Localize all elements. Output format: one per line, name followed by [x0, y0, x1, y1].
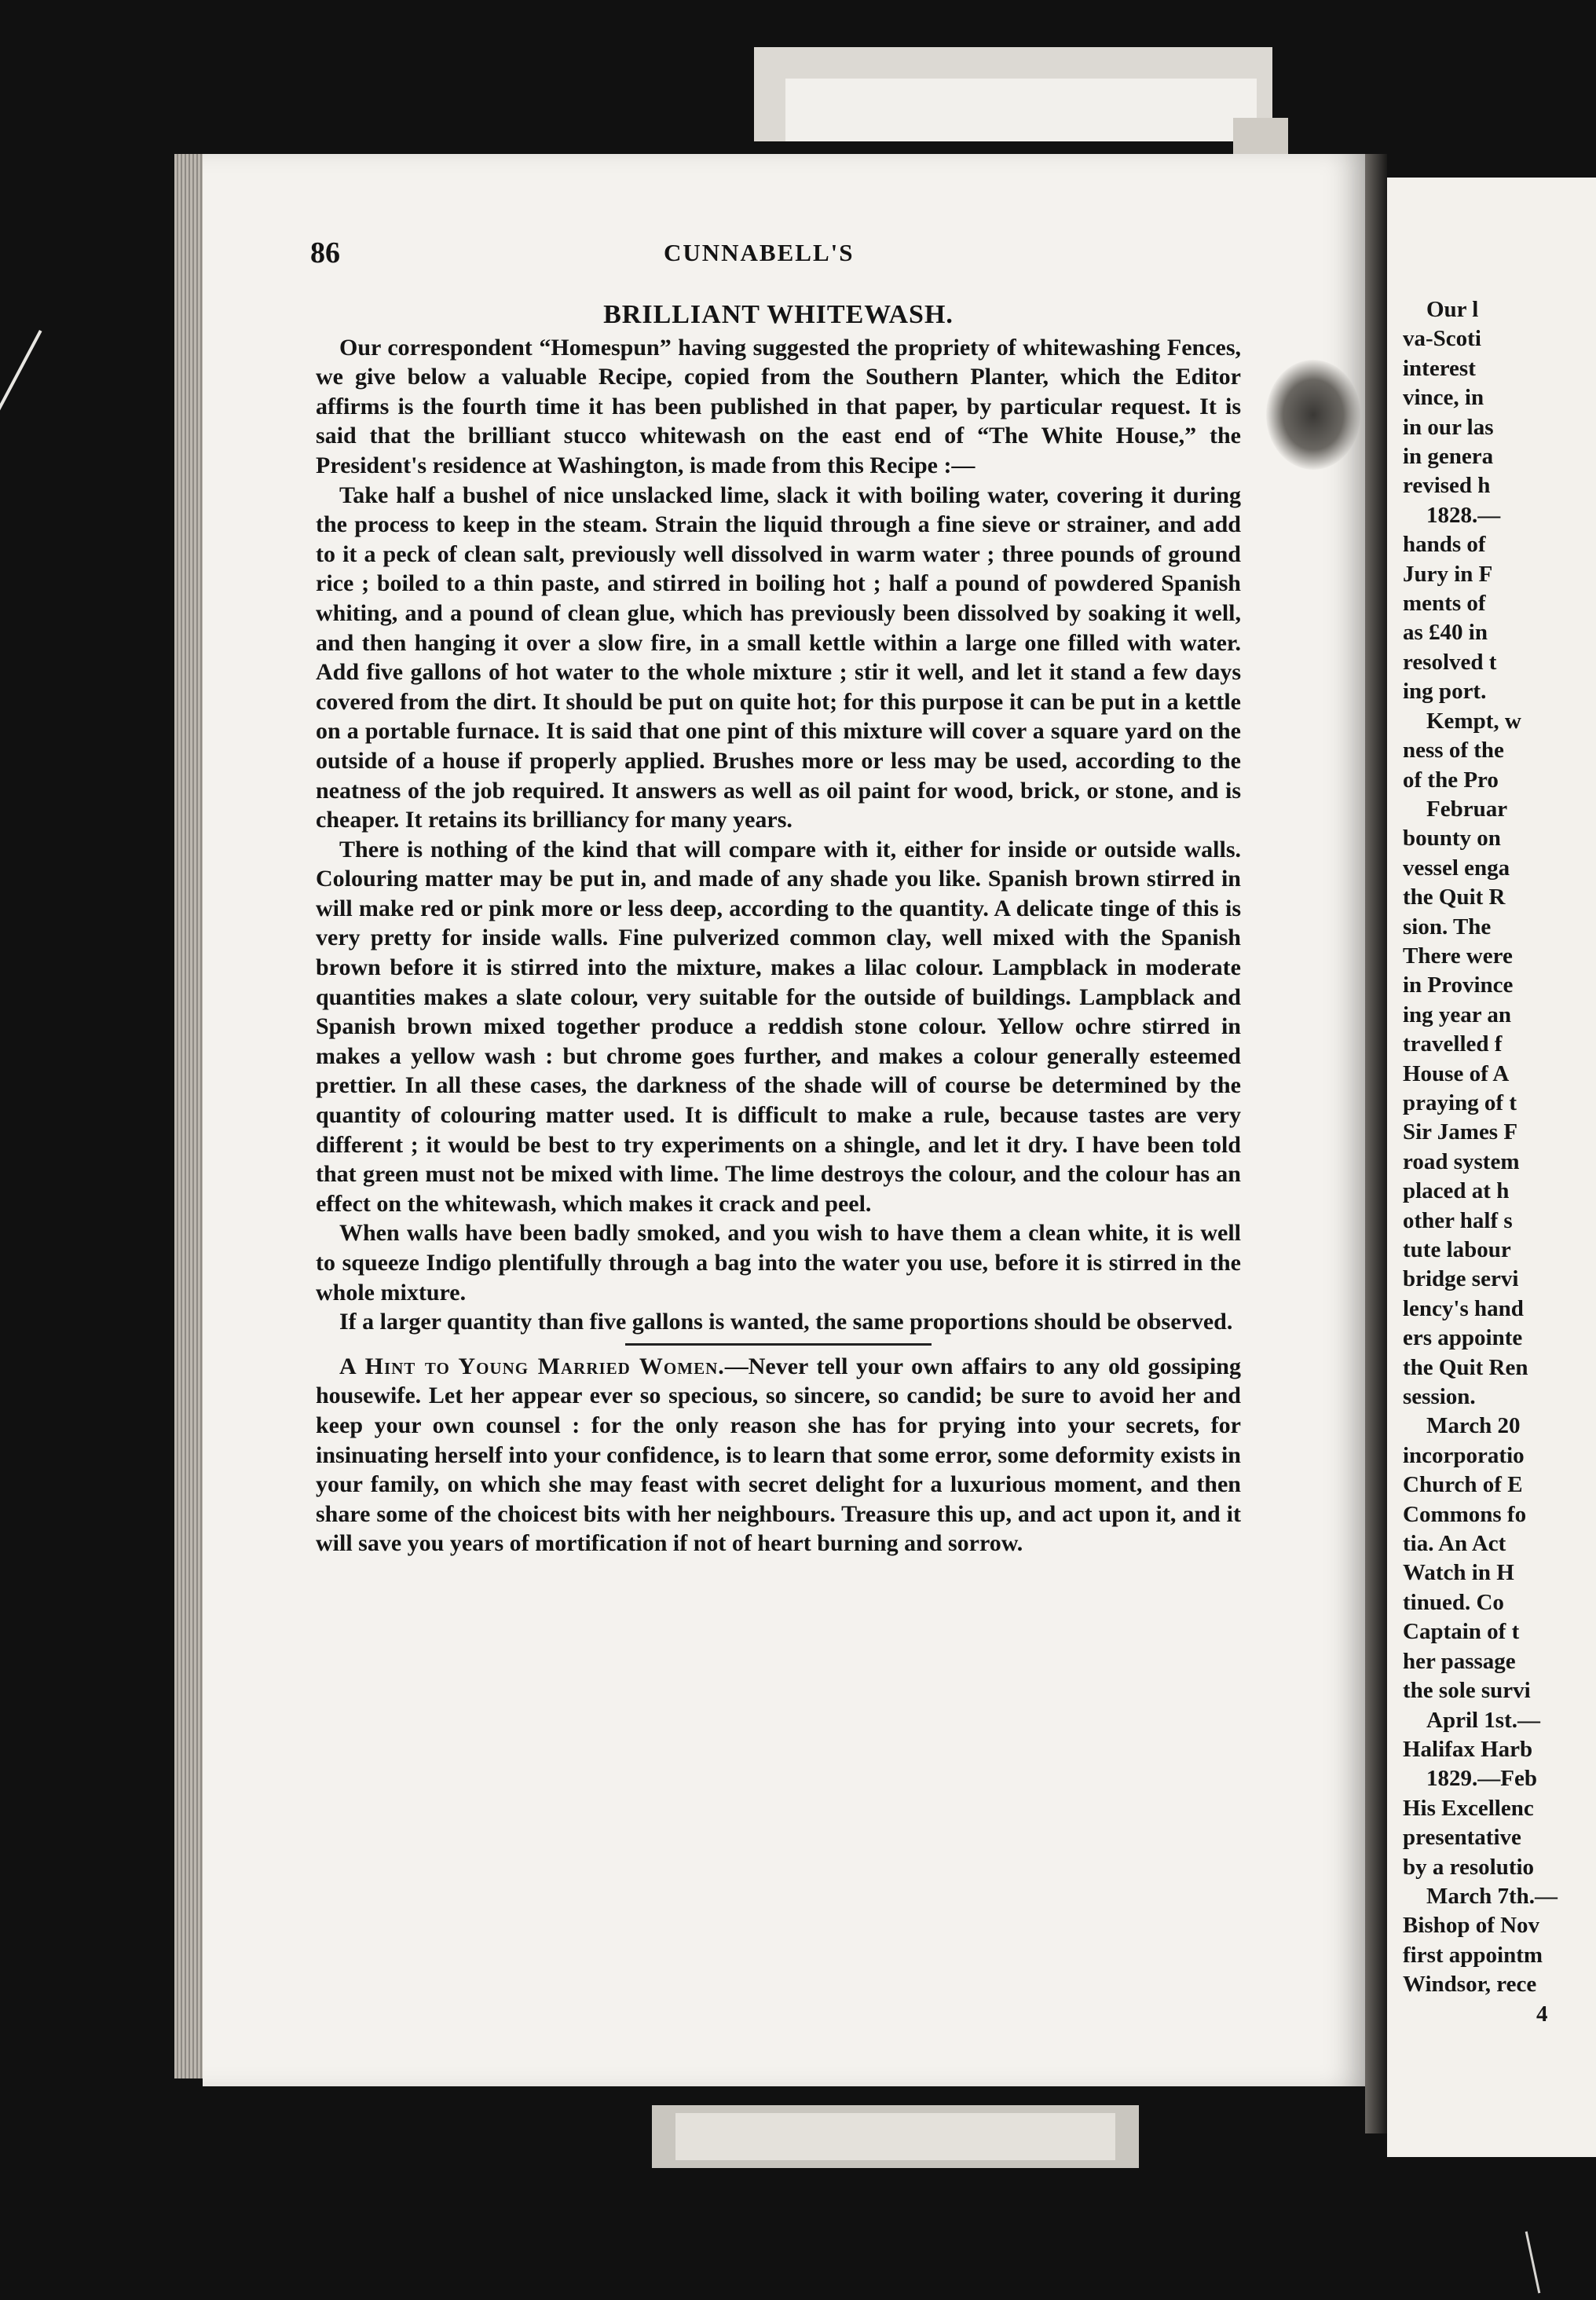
right-page-line: interest	[1403, 355, 1476, 381]
right-page-line: ing year an	[1403, 1002, 1512, 1027]
right-page-line: praying of t	[1403, 1090, 1517, 1115]
right-page-line: vince, in	[1403, 385, 1484, 411]
right-page-line: resolved t	[1403, 649, 1497, 675]
right-page-line: Jury in F	[1403, 561, 1493, 587]
right-page-line: first appointm	[1403, 1942, 1543, 1968]
right-page-line: revised h	[1403, 473, 1491, 499]
margin-pencil-mark	[0, 330, 42, 470]
ink-stain	[1266, 360, 1360, 470]
right-page-line: ments of	[1403, 591, 1486, 617]
hint-paragraph	[316, 1352, 1241, 1558]
right-page-line: as £40 in	[1403, 620, 1488, 646]
right-page-line: Captain of t	[1403, 1619, 1520, 1645]
right-page-line: va-Scoti	[1403, 326, 1481, 352]
article-paragraph-3: There is nothing of the kind that will compare with it, either for inside or outside walls. Colouring matter may be put in, and made of any shade you like. Spanish brown stirred in will make red or pink more or less deep, according to the quantity. A delicate tinge of this is very pretty for inside walls. Fine pulverized common clay, well mixed with the Spanish brown before it is stirred into the mixture, makes a lilac colour. Lampblack in moderate quantities makes a slate colour, very suitable for the outside of buildings. Lampblack and Spanish brown mixed together produce a reddish stone colour. Yellow ochre stirred in makes a yellow wash : but chrome goes further, and makes a colour generally esteemed prettier. In all these cases, the darkness of the shade will of course be determined by the quantity of colouring matter used. It is difficult to make a rule, because tastes are very different ; it would be best to try experiments on a shingle, and let it dry. I have been told that green must not be mixed with lime. The lime destroys the colour, and the colour has an effect on the whitewash, which makes it crack and peel.	[316, 836, 1241, 1217]
right-page-line: There were	[1403, 943, 1513, 969]
right-page-column	[1403, 295, 1596, 2029]
paper-strip-bottom-light	[675, 2113, 1115, 2160]
paper-strip-top-light	[785, 79, 1257, 141]
right-page-line: her passage	[1403, 1648, 1516, 1674]
right-page-line: Sir James F	[1403, 1119, 1518, 1145]
right-page-line: hands of	[1403, 532, 1486, 558]
article-body	[316, 300, 1241, 1558]
right-page-line: vessel enga	[1403, 855, 1510, 881]
right-page-line: of the Pro	[1403, 767, 1499, 793]
right-page	[1387, 178, 1596, 2157]
right-page-line: March 20	[1426, 1413, 1521, 1439]
right-page-line: in Province	[1403, 972, 1514, 998]
book-page-edges	[174, 154, 204, 2078]
hint-body: —Never tell your own affairs to any old gossiping housewife. Let her appear ever so specious, so sincere, so candid; be sure to avoid her and keep your own counsel : for the only reason she has for prying into your secrets, for insinuating herself into your confidence, is to learn that some error, some deformity exists in your family, on which she may feast with secret delight for a luxurious moment, and then share some of the choicest bits with her neighbours. Treasure this up, and act upon it, and it will save you years of mortification if not of heart burning and sorrow.	[316, 1353, 1241, 1557]
right-page-line: bridge servi	[1403, 1266, 1519, 1292]
article-paragraph-5: If a larger quantity than five gallons is wanted, the same proportions should be observed.	[339, 1309, 1233, 1335]
right-page-line: the Quit R	[1403, 884, 1506, 910]
right-page-line: bounty on	[1403, 826, 1501, 852]
right-page-line: Windsor, rece	[1403, 1972, 1537, 1998]
right-page-line: Commons fo	[1403, 1501, 1527, 1527]
right-page-line: Februar	[1426, 796, 1508, 822]
right-page-line: 1828.—	[1426, 502, 1501, 528]
right-page-line: Bishop of Nov	[1403, 1913, 1540, 1939]
hint-title: A Hint to Young Married Women.	[339, 1353, 725, 1379]
section-divider	[625, 1343, 932, 1346]
right-page-line: the Quit Ren	[1403, 1354, 1528, 1380]
right-page-line: tinued. Co	[1403, 1589, 1504, 1615]
right-page-line: road system	[1403, 1148, 1520, 1174]
right-page-line: April 1st.—	[1426, 1707, 1540, 1733]
right-page-line: in our las	[1403, 414, 1494, 440]
right-page-line: placed at h	[1403, 1178, 1510, 1204]
right-page-line: House of A	[1403, 1060, 1510, 1086]
right-page-line: the sole survi	[1403, 1678, 1531, 1704]
right-page-line: presentative	[1403, 1825, 1521, 1851]
right-page-line: Halifax Harb	[1403, 1736, 1533, 1762]
running-head: CUNNABELL'S	[664, 239, 855, 266]
right-page-line: ness of the	[1403, 738, 1504, 764]
right-page-line: ing port.	[1403, 679, 1487, 705]
right-page-line: other half s	[1403, 1207, 1513, 1233]
article-paragraph-1: Our correspondent “Homespun” having suggested the propriety of whitewashing Fences, we give below a valuable Recipe, copied from the Southern Planter, which the Editor affirms is the fourth time it has been published in that paper, by particular request. It is said that the brilliant stucco whitewash on the east end of “The White House,” the President's residence at Washington, is made from this Recipe :—	[316, 334, 1241, 478]
right-page-line: by a resolutio	[1403, 1854, 1535, 1880]
corner-pencil-mark	[1525, 2232, 1541, 2294]
article-paragraph-4: When walls have been badly smoked, and you wish to have them a clean white, it is well to squeeze Indigo plentifully through a bag into the water you use, before it is stirred in the whole mixture.	[316, 1220, 1241, 1306]
right-page-line: 1829.—Feb	[1426, 1766, 1537, 1792]
article-paragraph-2: Take half a bushel of nice unslacked lime, slack it with boiling water, covering it during the process to keep in the steam. Strain the liquid through a fine sieve or strainer, and add to it a peck of clean salt, previously well dissolved in warm water ; three pounds of ground rice ; boiled to a thin paste, and stirred in boiling hot ; half a pound of powdered Spanish whiting, and a pound of clean glue, which has previously been dissolved by soaking it well, and then hanging it over a slow fire, in a small kettle within a large one filled with water. Add five gallons of hot water to the whole mixture ; stir it well, and let it stand a few days covered from the dirt. It should be put on quite hot; for this purpose it can be put in a kettle on a portable furnace. It is said that one pint of this mixture will cover a square yard on the outside of a house if properly applied. Brushes more or less may be used, according to the neatness of the job required. It answers as well as oil paint for wood, brick, or stone, and is cheaper. It retains its brilliancy for many years.	[316, 482, 1241, 833]
right-page-line: ers appointe	[1403, 1325, 1523, 1351]
right-page-line: His Excellenc	[1403, 1795, 1534, 1821]
article-title: BRILLIANT WHITEWASH.	[603, 300, 954, 329]
right-page-line: Church of E	[1403, 1472, 1523, 1498]
right-page-line: incorporatio	[1403, 1442, 1525, 1468]
right-page-line: travelled f	[1403, 1031, 1503, 1057]
right-page-line: sion. The	[1403, 914, 1492, 939]
book-gutter	[1365, 154, 1387, 2133]
right-page-line: in genera	[1403, 444, 1494, 470]
right-page-line: March 7th.—	[1426, 1883, 1558, 1909]
page-number: 86	[310, 236, 340, 269]
right-page-line: 4	[1536, 2001, 1548, 2027]
right-page-line: Watch in H	[1403, 1560, 1514, 1586]
right-page-line: tute labour	[1403, 1237, 1511, 1262]
right-page-line: lency's hand	[1403, 1295, 1524, 1321]
right-page-line: Kempt, w	[1426, 708, 1521, 734]
right-page-line: tia. An Act	[1403, 1531, 1506, 1557]
right-page-line: Our l	[1426, 297, 1479, 322]
page-header	[310, 236, 1253, 275]
right-page-line: session.	[1403, 1384, 1476, 1410]
